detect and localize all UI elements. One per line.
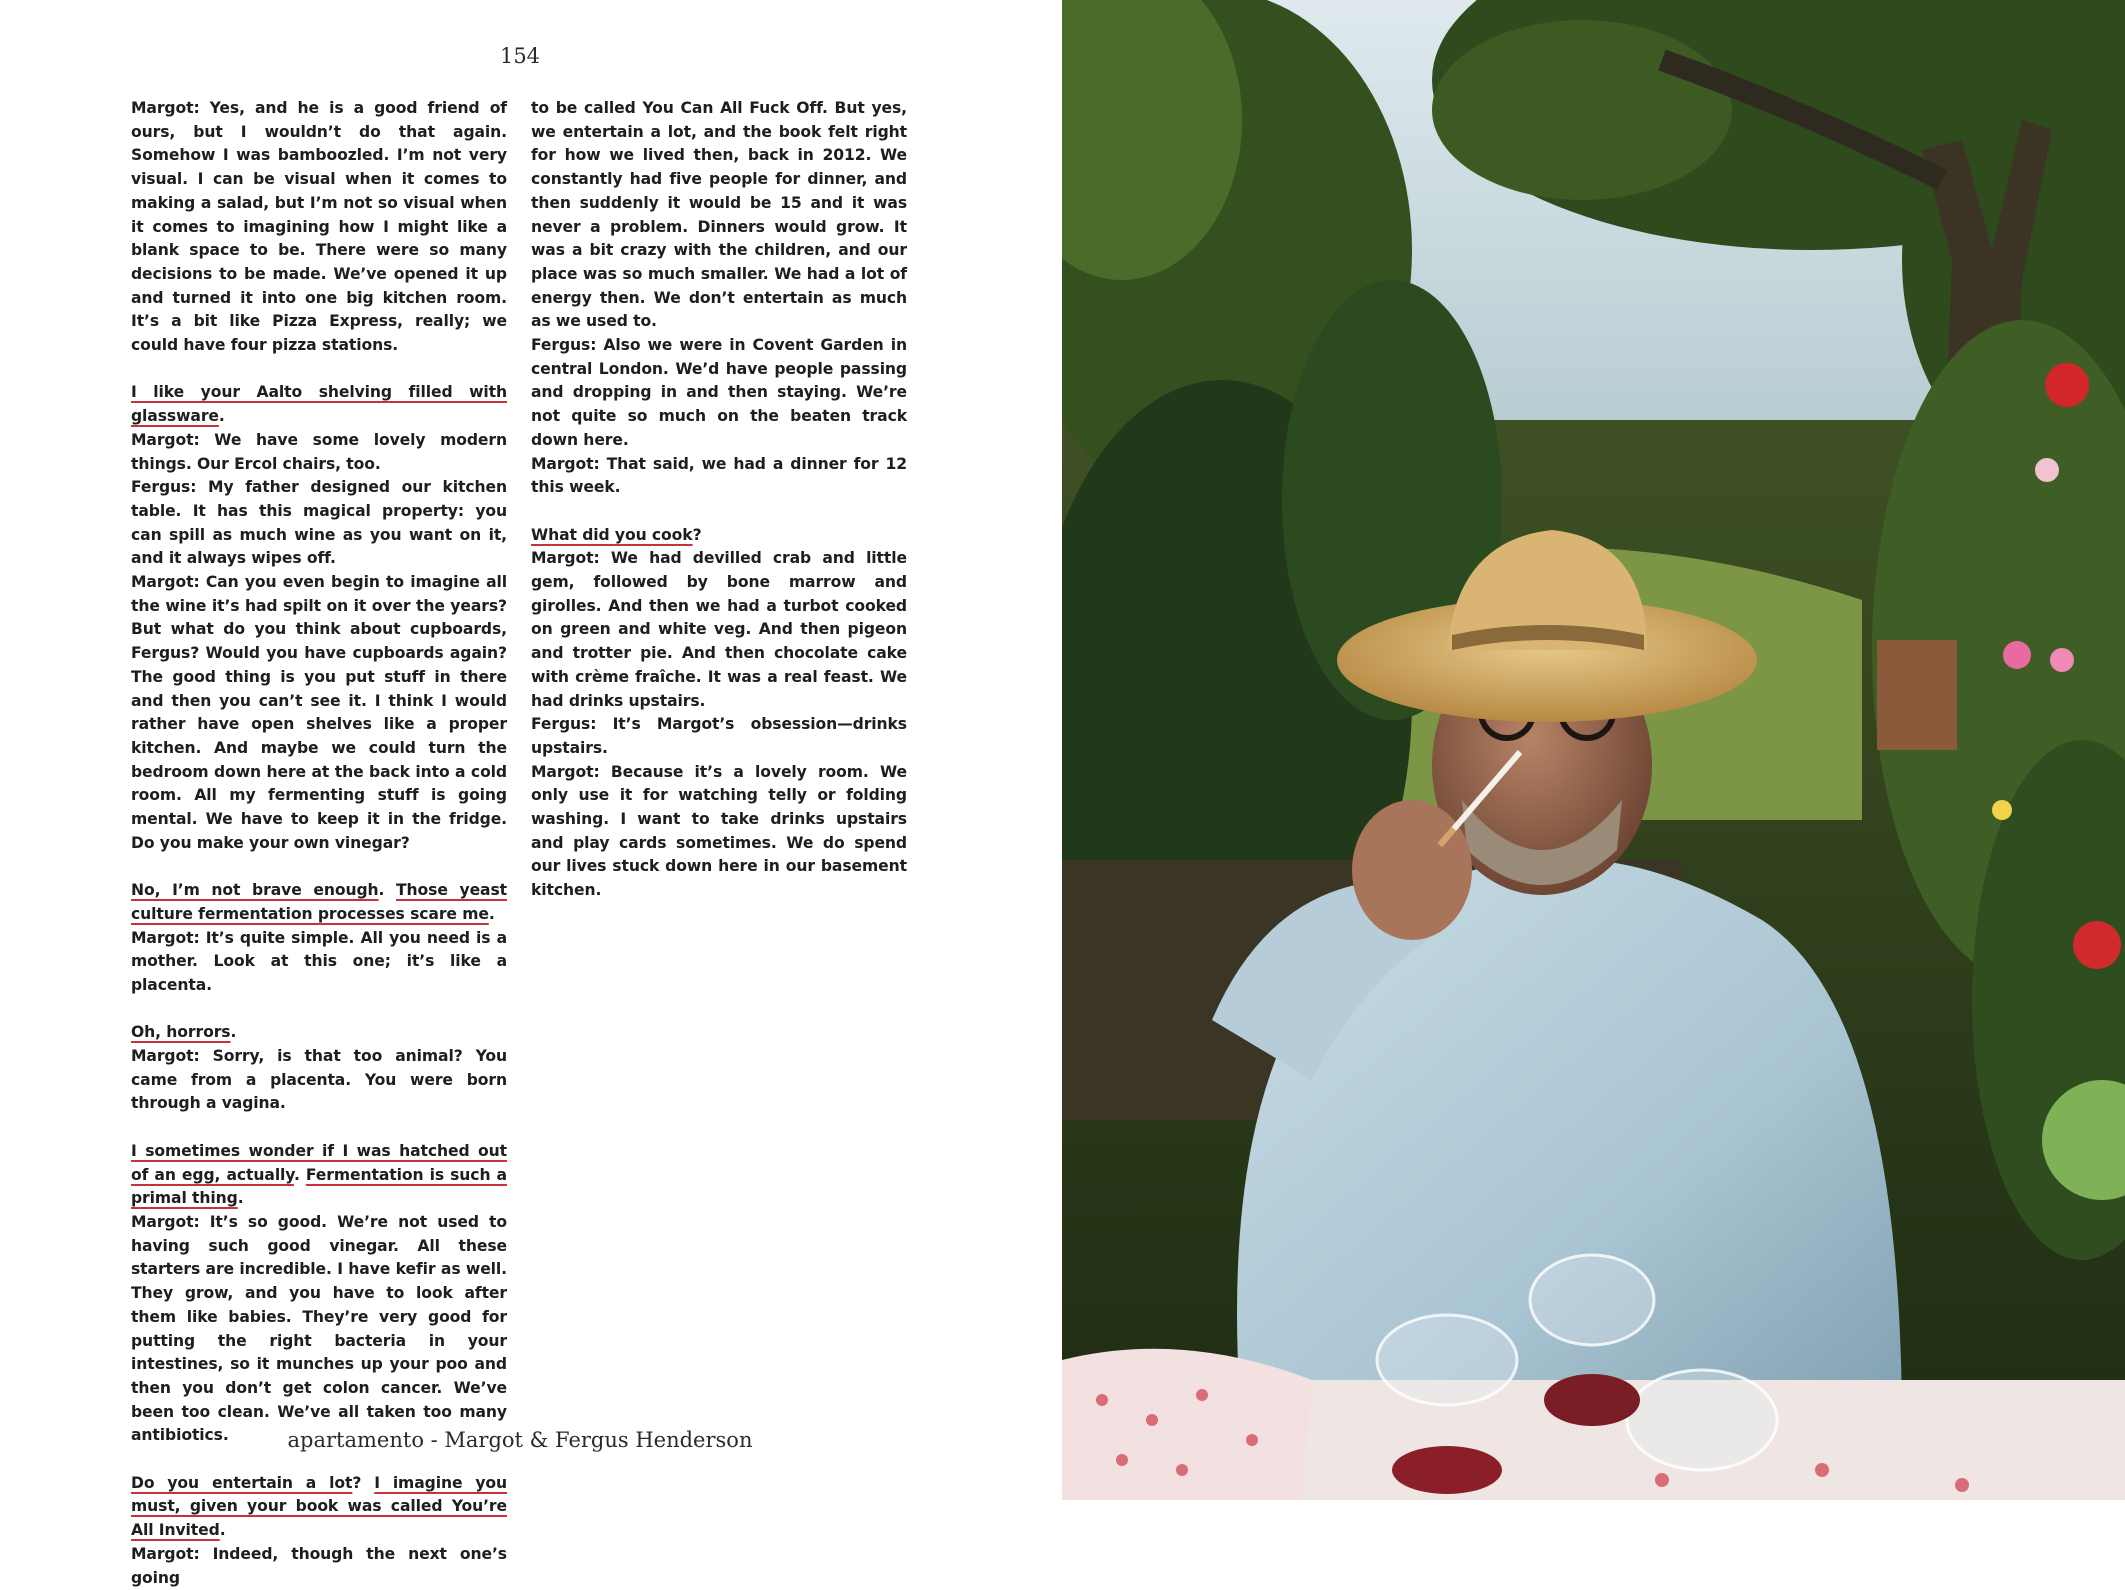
question-paragraph bbox=[131, 1472, 507, 1543]
answer-paragraph: to be called You Can All Fuck Off. But yes, we entertain a lot, and the book felt right for how we lived then, back in 2012. We constantly had five people for dinner, and then suddenly it would be 15 and it was never a problem. Dinners would grow. It was a bit crazy with the children, and our place was so much smaller. We had a lot of energy then. We don’t entertain as much as we used to. bbox=[531, 99, 907, 331]
question-punct: . bbox=[237, 1189, 244, 1208]
question-text: No, I’m not brave enough bbox=[131, 881, 379, 900]
question-text: I sometimes wonder if I was hatched out of an egg, actually bbox=[131, 1141, 507, 1184]
question-paragraph bbox=[131, 1140, 507, 1211]
portrait-photo bbox=[1062, 0, 2125, 1500]
question-punct: ? bbox=[352, 1473, 375, 1492]
answer-paragraph: Margot: That said, we had a dinner for 12 this week. bbox=[531, 454, 907, 497]
question-punct: . bbox=[218, 407, 225, 426]
question-punct: ? bbox=[692, 525, 702, 544]
answer-paragraph: Fergus: My father designed our kitchen table. It has this magical property: you can spill as much wine as you want on it, and it always wipes off. bbox=[131, 478, 507, 568]
question-paragraph bbox=[131, 381, 507, 428]
question-paragraph bbox=[131, 1021, 507, 1045]
interview-column-2 bbox=[531, 97, 907, 903]
answer-paragraph: Margot: Can you even begin to imagine all the wine it’s had spilt on it over the years? But what do you think about cupboards, Fergus? Would you have cupboards again? The good thing is you put stuff in there and then you can’t see it. I think I would rather have open shelves like a proper kitchen. And maybe we could turn the bedroom down here at the back into a cold room. All my fermenting stuff is going mental. We have to keep it in the fridge. Do you make your own vinegar? bbox=[131, 573, 507, 852]
answer-paragraph: Margot: Because it’s a lovely room. We only use it for watching telly or folding washing. I want to take drinks upstairs and play cards sometimes. We do spend our lives stuck down here in our basement kitchen. bbox=[531, 762, 907, 900]
answer-paragraph: Margot: We had devilled crab and little gem, followed by bone marrow and girolles. And then we had a turbot cooked on green and white veg. And then pigeon and trotter pie. And then chocolate cake with crème fraîche. It was a real feast. We had drinks upstairs. bbox=[531, 549, 907, 710]
question-paragraph bbox=[531, 524, 907, 548]
question-text: Fermentation is such a primal thing bbox=[131, 1165, 507, 1208]
question-punct: . bbox=[378, 881, 397, 900]
answer-paragraph: Margot: It’s so good. We’re not used to having such good vinegar. All these starters are incredible. I have kefir as well. They grow, and you have to look after them like babies. They’re very good for putting the right bacteria in your intestines, so it munches up your poo and then you don’t get colon cancer. We’ve been too clean. We’ve all taken too many antibiotics. bbox=[131, 1212, 507, 1445]
question-text: I imagine you must, given your book was called You’re All Invited bbox=[131, 1473, 508, 1540]
answer-paragraph: Fergus: Also we were in Covent Garden in central London. We’d have people passing and dropping in and then staying. We’re not quite so much on the beaten track down here. bbox=[531, 336, 907, 449]
answer-paragraph: Margot: We have some lovely modern things. Our Ercol chairs, too. bbox=[131, 430, 507, 473]
question-punct: . bbox=[230, 1023, 237, 1042]
answer-paragraph: Margot: It’s quite simple. All you need is a mother. Look at this one; it’s like a placenta. bbox=[131, 928, 507, 994]
answer-paragraph: Margot: Indeed, though the next one’s going bbox=[131, 1544, 507, 1587]
interview-column-1 bbox=[131, 97, 507, 1590]
running-footer: apartamento - Margot & Fergus Henderson bbox=[287, 1428, 753, 1452]
answer-paragraph: Fergus: It’s Margot’s obsession—drinks upstairs. bbox=[531, 715, 907, 757]
question-paragraph bbox=[131, 879, 507, 926]
answer-paragraph: Margot: Yes, and he is a good friend of ours, but I wouldn’t do that again. Somehow I was bamboozled. I’m not very visual. I can be visual when it comes to making a salad, but I’m not so visual when it comes to imagining how I might like a blank space to be. There were so many decisions to be made. We’ve opened it up and turned it into one big kitchen room. It’s a bit like Pizza Express, really; we could have four pizza stations. bbox=[131, 99, 507, 355]
question-text: I like your Aalto shelving filled with glassware bbox=[131, 383, 507, 426]
question-text: Those yeast culture fermentation processes scare me bbox=[131, 881, 507, 923]
answer-paragraph: Margot: Sorry, is that too animal? You came from a placenta. You were born through a vagina. bbox=[131, 1047, 507, 1113]
question-punct: . bbox=[488, 904, 495, 923]
question-punct: . bbox=[219, 1521, 226, 1540]
page-number: 154 bbox=[499, 44, 541, 68]
question-text: Oh, horrors bbox=[131, 1023, 231, 1042]
question-text: What did you cook bbox=[531, 525, 693, 544]
question-text: Do you entertain a lot bbox=[131, 1473, 353, 1492]
question-punct: . bbox=[293, 1165, 306, 1184]
text-page bbox=[0, 0, 1062, 1587]
